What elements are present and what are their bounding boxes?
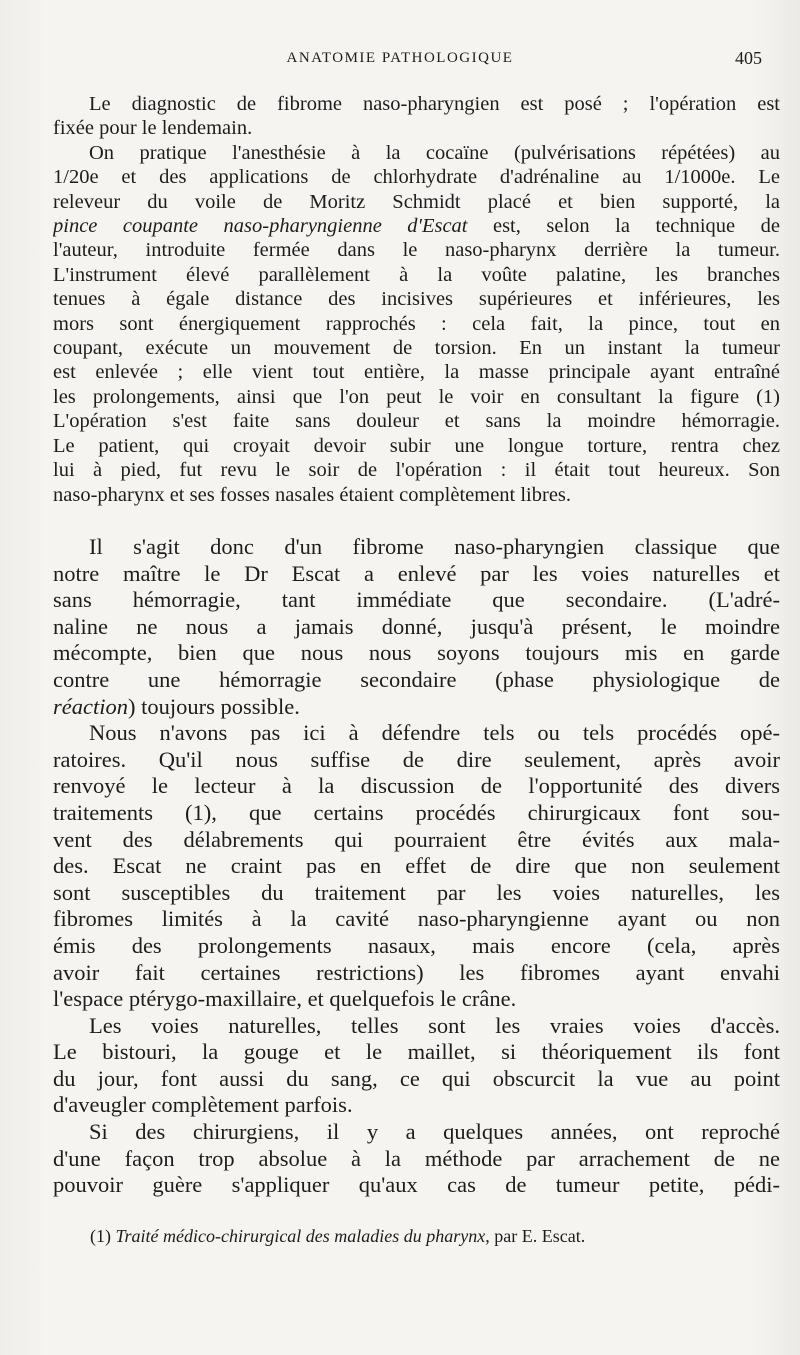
text-line: l'espace ptérygo-maxillaire, et quelquefois le crâne. [53, 986, 517, 1012]
footnote-rest: , par E. Escat. [485, 1226, 586, 1246]
italic-word: réaction [53, 693, 128, 719]
text-line: Si des chirurgiens, il y a quelques années, ont reproché [89, 1119, 780, 1145]
text-line: fixée pour le lendemain. [53, 117, 253, 140]
text-line: mécompte, bien que nous nous soyons toujours mis en garde [53, 640, 780, 666]
text-line: Le bistouri, la gouge et le maillet, si théoriquement ils font [53, 1039, 780, 1065]
paragraph-block-discussion [53, 534, 780, 1199]
text-line: contre une hémorragie secondaire (phase physiologique de [53, 666, 780, 692]
text-line [53, 190, 780, 214]
footnote-title: Traité médico-chirurgical des maladies du pharynx [115, 1226, 486, 1246]
text-line: pouvoir guère s'appliquer qu'aux cas de tumeur petite, pédi- [53, 1172, 780, 1198]
running-title: ANATOMIE PATHOLOGIQUE [286, 50, 514, 66]
text-line: sans hémorragie, tant immédiate que secondaire. (L'adré- [53, 587, 780, 613]
text-line: L'opération s'est faite sans douleur et sans la moindre hémorragie. [53, 410, 780, 433]
text-line: notre maître le Dr Escat a enlevé par les voies naturelles et [53, 560, 780, 586]
text-line: coupant, exécute un mouvement de torsion. En un instant la tumeur [53, 337, 780, 360]
text-line: ratoires. Qu'il nous suffise de dire seulement, après avoir [53, 746, 780, 772]
text-line: tenues à égale distance des incisives supérieures et inférieures, les [53, 288, 780, 311]
paragraph-block-diagnosis [53, 92, 780, 507]
text-span: ) toujours possible. [127, 693, 300, 719]
text-line: traitements (1), que certains procédés chirurgicaux font sou- [53, 799, 780, 825]
text-line: les prolongements, ainsi que l'on peut le voir en consultant la figure (1) [53, 385, 780, 408]
text-line: L'instrument élevé parallèlement à la voûte palatine, les branches [53, 263, 780, 286]
page-header [0, 50, 800, 74]
text-line [53, 214, 780, 238]
text-line: Nous n'avons pas ici à défendre tels ou tels procédés opé- [89, 720, 780, 746]
text-line: sont susceptibles du traitement par les voies naturelles, les [53, 879, 780, 905]
page-number: 405 [735, 48, 762, 68]
text-line: Les voies naturelles, telles sont les vraies voies d'accès. [89, 1012, 780, 1038]
text-line: mors sont énergiquement rapprochés : cela fait, la pince, tout en [53, 312, 780, 335]
footnote [90, 1226, 585, 1247]
text-line: avoir fait certaines restrictions) les fibromes ayant envahi [53, 959, 780, 985]
text-line: des. Escat ne craint pas en effet de dire que non seulement [53, 853, 780, 879]
text-line: On pratique l'anesthésie à la cocaïne (pulvérisations répétées) au [89, 141, 780, 164]
text-line: renvoyé le lecteur à la discussion de l'opportunité des divers [53, 773, 780, 799]
text-line: 1/20e et des applications de chlorhydrate d'adrénaline au 1/1000e. Le [53, 166, 780, 189]
text-line: lui à pied, fut revu le soir de l'opération : il était tout heureux. Son [53, 459, 780, 482]
text-line: du jour, font aussi du sang, ce qui obscurcit la vue au point [53, 1065, 780, 1091]
footnote-mark: (1) [90, 1226, 111, 1246]
text-line: d'une façon trop absolue à la méthode par arrachement de ne [53, 1145, 780, 1171]
text-span: releveur du voile de Moritz Schmidt placé et bien supporté, la [53, 190, 780, 213]
text-line: Il s'agit donc d'un fibrome naso-pharyngien classique que [89, 534, 780, 559]
text-line: émis des prolongements nasaux, mais encore (cela, après [53, 932, 780, 958]
text-line: Le patient, qui croyait devoir subir une longue torture, rentra chez [53, 434, 780, 457]
text-line: vent des délabrements qui pourraient être évités aux mala- [53, 826, 780, 852]
text-line: naline ne nous a jamais donné, jusqu'à présent, le moindre [53, 613, 780, 639]
text-line [53, 694, 780, 721]
text-line: l'auteur, introduite fermée dans le naso-pharynx derrière la tumeur. [53, 239, 780, 262]
text-line: fibromes limités à la cavité naso-pharyngienne ayant ou non [53, 906, 780, 932]
text-span: est, selon la technique de [467, 215, 780, 238]
text-line: Le diagnostic de fibrome naso-pharyngien est posé ; l'opération est [89, 93, 780, 115]
text-line: est enlevée ; elle vient tout entière, la masse principale ayant entraîné [53, 361, 780, 384]
text-line: naso-pharynx et ses fosses nasales étaient complètement libres. [53, 483, 572, 506]
italic-instrument-name: pince coupante naso-pharyngienne d'Escat [53, 215, 468, 238]
text-line: d'aveugler complètement parfois. [53, 1092, 353, 1118]
